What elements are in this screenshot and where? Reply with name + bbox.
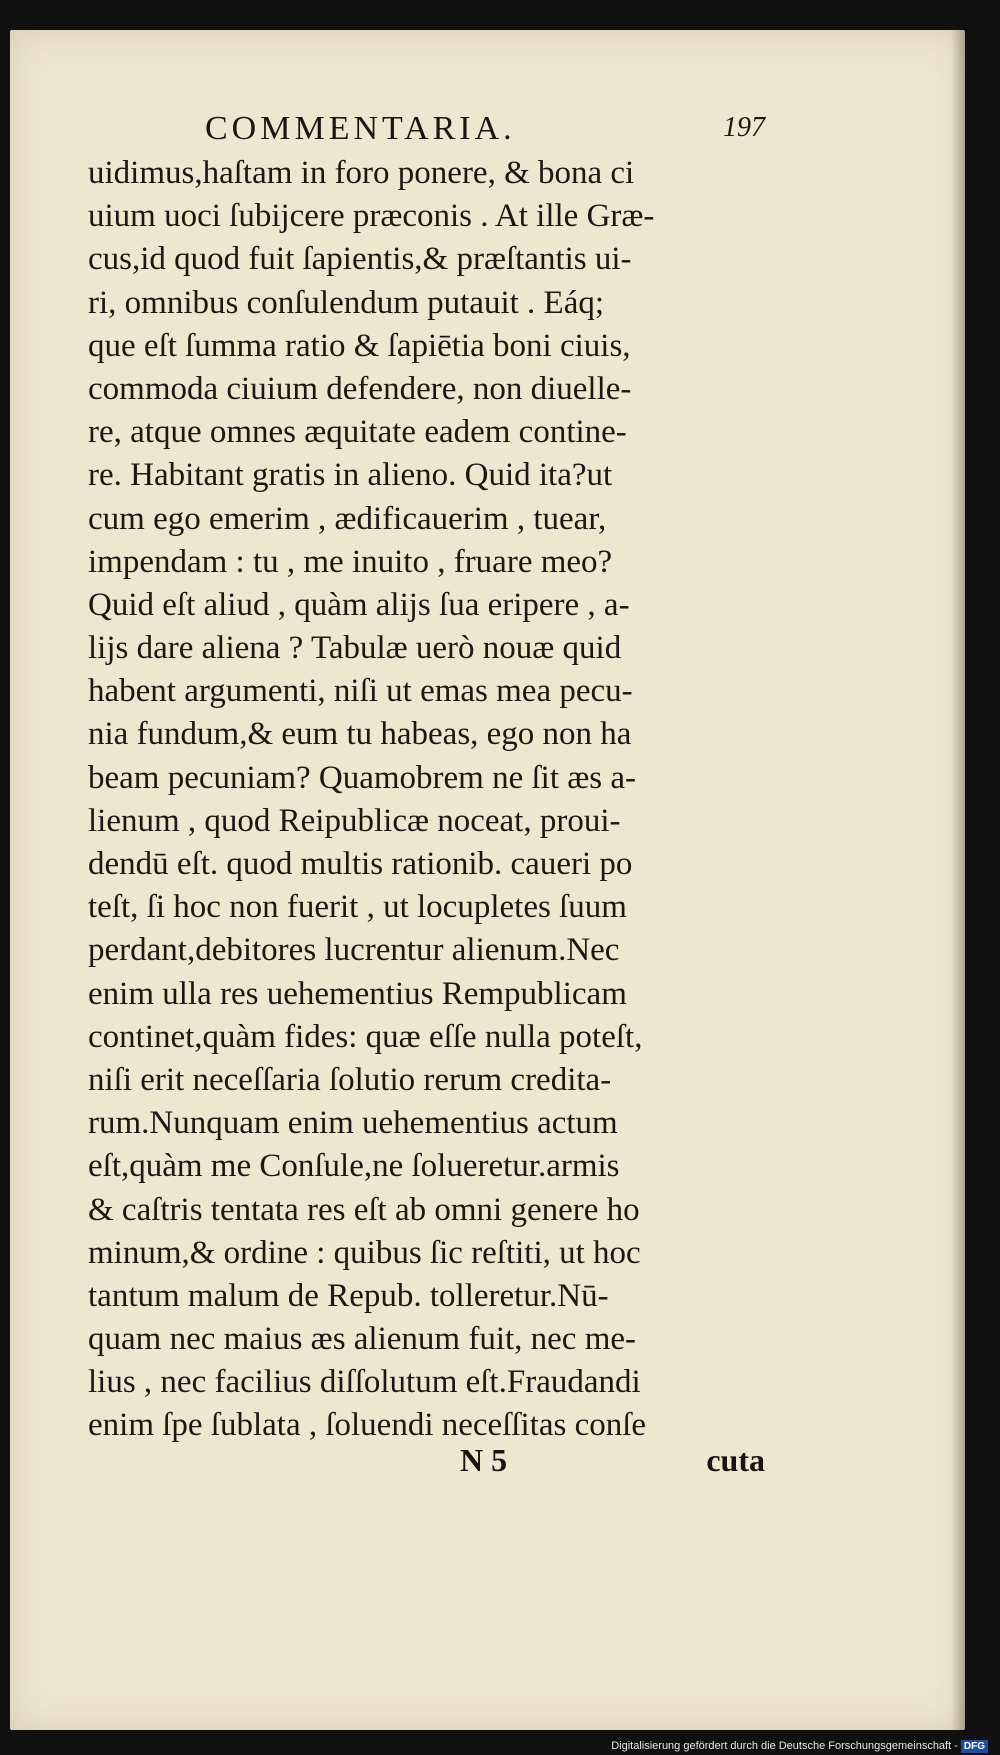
text-line: re. Habitant gratis in alieno. Quid ita?ut [88,457,613,494]
catchword: cuta [706,1442,765,1478]
text-line: enim ulla res uehementius Rempublicam [88,975,627,1012]
text-line: & caſtris tentata res eſt ab omni genere ho [88,1191,640,1228]
text-line: lius , nec facilius diſſolutum eſt.Fraudandi [88,1364,641,1401]
text-line: lijs dare aliena ? Tabulæ uerò nouæ quid [88,630,622,667]
text-line: quam nec maius æs alienum fuit, nec me- [88,1321,637,1358]
text-line: uium uoci ſubijcere præconis . At ille Græ- [88,198,655,235]
text-line: enim ſpe ſublata , ſoluendi neceſſitas conſe [88,1407,647,1444]
text-line: tantum malum de Repub. tolleretur.Nū- [88,1277,609,1314]
text-line: eſt,quàm me Conſule,ne ſolueretur.armis [88,1148,620,1185]
text-line: teſt, ſi hoc non fuerit , ut locupletes ſuum [88,889,627,926]
text-line: cum ego emerim , ædificauerim , tuear, [88,500,607,537]
page-number: 197 [723,112,765,143]
text-line: dendū eſt. quod multis rationib. caueri po [88,846,633,882]
credit-text: Digitalisierung gefördert durch die Deutsche Forschungsgemeinschaft - [611,1740,958,1752]
running-title: COMMENTARIA. [205,110,516,147]
book-page [10,30,965,1730]
body-text [88,152,768,1448]
dfg-logo-badge: DFG [961,1740,988,1753]
text-line: habent argumenti, niſi ut emas mea pecu- [88,673,633,710]
text-line: beam pecuniam? Quamobrem ne ſit æs a- [88,759,636,796]
text-line: minum,& ordine : quibus ſic reſtiti, ut hoc [88,1234,641,1271]
text-line: niſi erit neceſſaria ſolutio rerum credita- [88,1061,612,1098]
page-footer [460,1442,765,1486]
text-line: perdant,debitores lucrentur alienum.Nec [88,932,620,969]
text-line: continet,quàm fides: quæ eſſe nulla poteſt, [88,1018,643,1055]
digitization-credit [611,1740,988,1753]
text-line: re, atque omnes æquitate eadem contine- [88,414,627,451]
text-line: cus,id quod fuit ſapientis,& præſtantis ui- [88,241,632,278]
text-line: lienum , quod Reipublicæ noceat, proui- [88,802,621,839]
text-line: commoda ciuium defendere, non diuelle- [88,370,632,407]
text-line: impendam : tu , me inuito , fruare meo? [88,543,613,580]
text-line: rum.Nunquam enim uehementius actum [88,1105,618,1142]
text-line: uidimus,haſtam in foro ponere, & bona ci [88,155,635,191]
text-line: ri, omnibus conſulendum putauit . Eáq; [88,284,605,321]
text-line: nia fundum,& eum tu habeas, ego non ha [88,716,632,753]
page-header [205,110,765,150]
text-line: Quid eſt aliud , quàm alijs ſua eripere , a- [88,586,630,623]
text-line: que eſt ſumma ratio & ſapiētia boni ciuis, [88,327,631,364]
signature-mark: N 5 [460,1442,508,1478]
